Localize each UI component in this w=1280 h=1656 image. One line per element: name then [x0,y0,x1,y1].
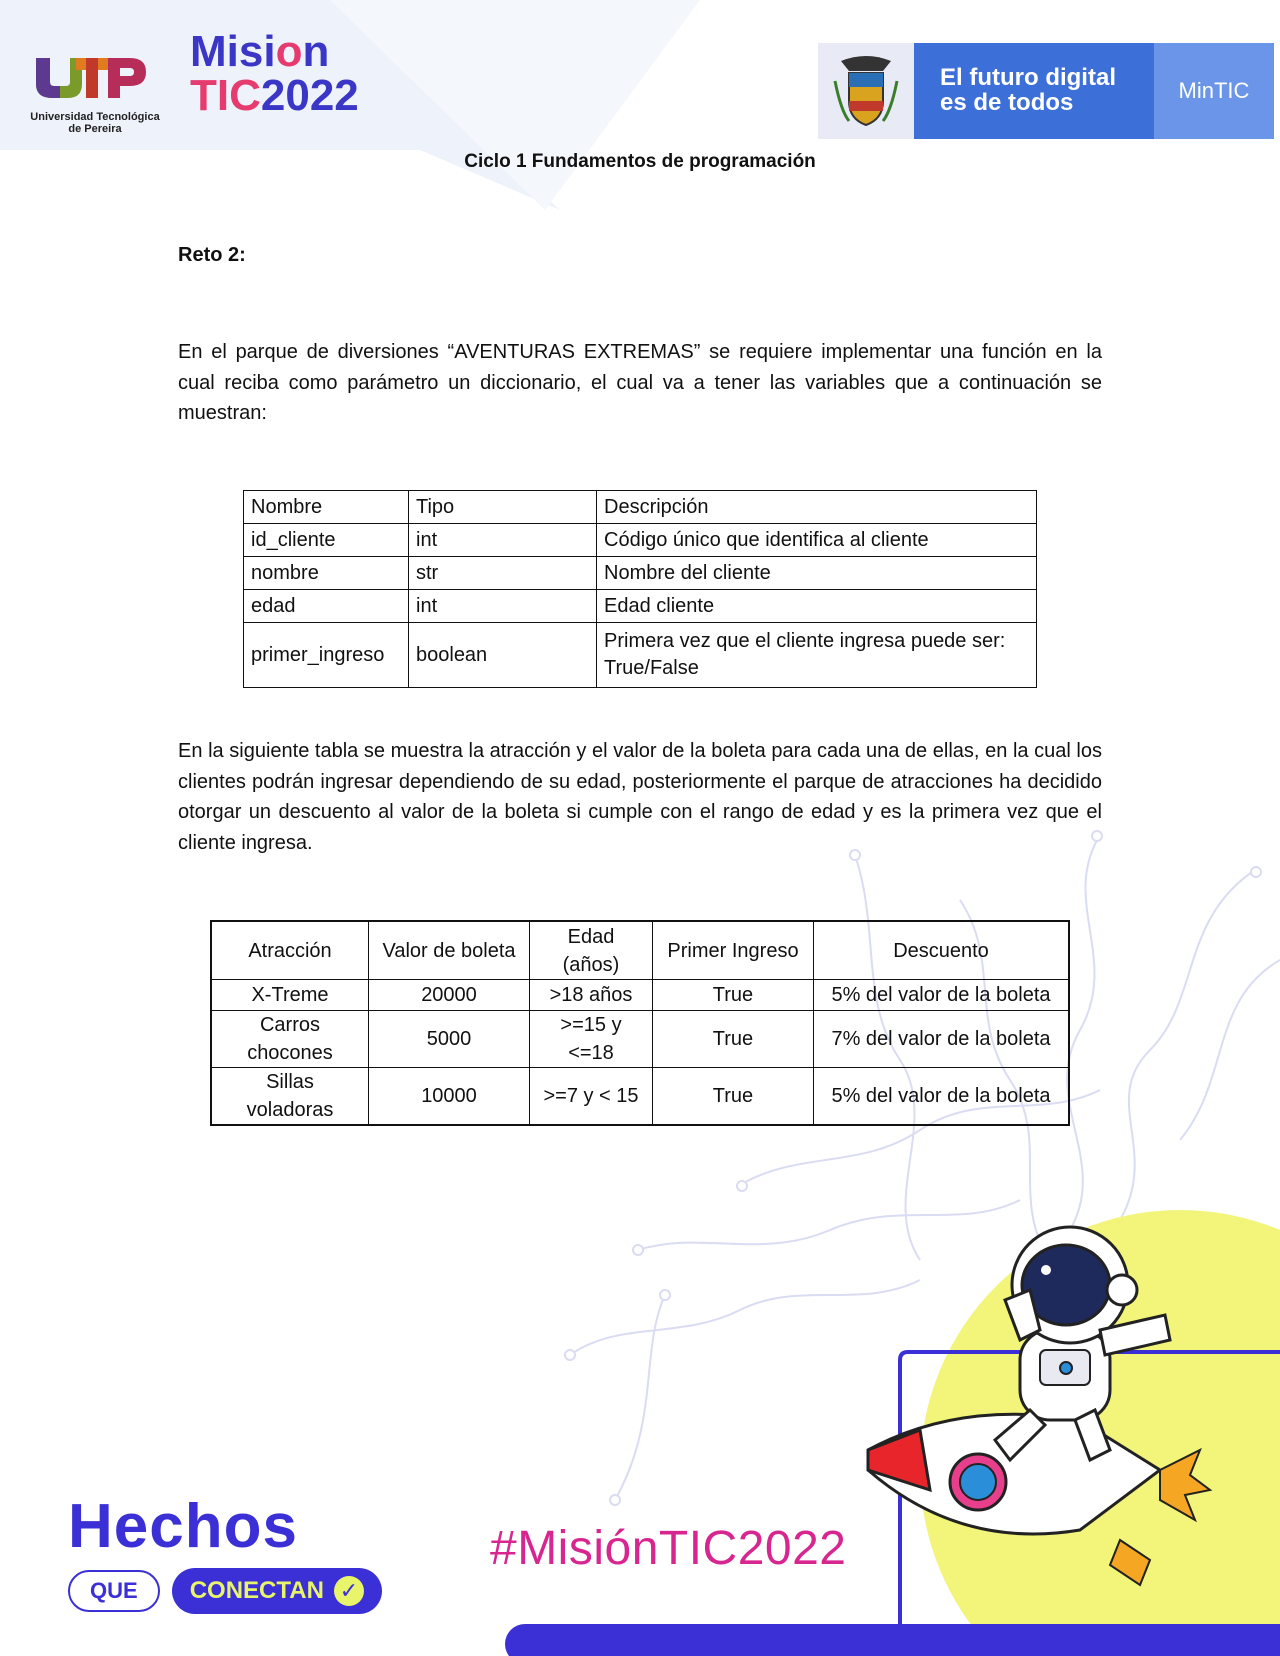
cell-first-entry: True [653,1068,814,1125]
cell-price: 10000 [369,1068,530,1125]
mision-n: n [302,27,330,76]
cell-age-line2: <=18 [568,1042,614,1064]
conectan-text: CONECTAN [189,1577,324,1604]
header-edad-line2: (años) [562,953,620,976]
cell-attraction-line2: voladoras [246,1099,334,1121]
cell-age: >18 años [530,980,653,1011]
table-row [212,1011,1069,1068]
colombia-coat-of-arms-icon [818,43,914,139]
utp-logo-mark [30,52,150,104]
table-row [244,623,1037,688]
cell-description: Edad cliente [597,590,1037,623]
cell-description: Código único que identifica al cliente [597,524,1037,557]
header-edad-line1: Edad [567,925,615,948]
table-row [244,590,1037,623]
cell-type: int [409,524,597,557]
utp-caption-line2: de Pereira [68,123,122,135]
cell-attraction-line1: Carros [259,1014,320,1036]
cell-age-line1: >=15 y [560,1014,622,1036]
cell-price: 5000 [369,1011,530,1068]
cell-age: >=7 y < 15 [530,1068,653,1125]
mision-word: Misi [190,27,276,76]
header-descripcion: Descripción [597,491,1037,524]
que-pill: QUE [68,1570,160,1612]
attractions-table [211,921,1069,1125]
cell-description-line2: True/False [604,657,699,679]
hechos-que-conectan-logo [68,1492,382,1614]
variables-table [243,490,1037,688]
cell-description: Nombre del cliente [597,557,1037,590]
table-header-row [244,491,1037,524]
table-row [244,557,1037,590]
cell-description [597,623,1037,688]
mision-tic: TIC [190,71,261,120]
utp-logo [30,52,160,135]
check-icon: ✓ [334,1576,364,1606]
conectan-pill [172,1568,382,1614]
cell-description-line1: Primera vez que el cliente ingresa puede ser: [604,630,1006,652]
cell-attraction: X-Treme [212,980,369,1011]
header-primer-ingreso: Primer Ingreso [653,922,814,980]
course-title: Ciclo 1 Fundamentos de programación [464,151,816,172]
gov-slogan-line1: El futuro digital [940,64,1116,91]
header-edad [530,922,653,980]
table-row [212,980,1069,1011]
cell-type: boolean [409,623,597,688]
intro-paragraph: En el parque de diversiones “AVENTURAS EXTREMAS” se requiere implementar una función en la cual reciba como parámetro un diccionario, el cual va a tener las variables que a continuación se muestran: [178,341,1102,424]
cell-attraction-line2: chocones [247,1042,333,1064]
cell-name: nombre [244,557,409,590]
cell-attraction [212,1068,369,1125]
gov-slogan-line2: es de todos [940,89,1074,116]
cell-price: 20000 [369,980,530,1011]
cell-discount: 7% del valor de la boleta [814,1011,1069,1068]
attractions-paragraph: En la siguiente tabla se muestra la atracción y el valor de la boleta para cada una de ellas, en la cual los clientes podrán ingresar dependiendo de su edad, posteriormente el parque de atracciones ha decidido otorgar un descuento al valor de la boleta si cumple con el rango de edad y es la primera vez que el cliente ingresa. [178,740,1102,854]
cell-age [530,1011,653,1068]
government-banner [818,43,1274,139]
table-header-row [212,922,1069,980]
cell-discount: 5% del valor de la boleta [814,1068,1069,1125]
cell-type: int [409,590,597,623]
cell-attraction-line1: Sillas [266,1071,314,1093]
mision-year: 2022 [260,71,359,120]
header-tipo: Tipo [409,491,597,524]
header-nombre: Nombre [244,491,409,524]
mision-o: o [275,27,303,76]
table-row [244,524,1037,557]
cell-attraction [212,1011,369,1068]
challenge-title: Reto 2: [178,244,246,266]
mision-tic-logo [190,27,359,120]
hashtag: #MisiónTIC2022 [490,1522,847,1575]
cell-first-entry: True [653,980,814,1011]
table-row [212,1068,1069,1125]
cell-name: edad [244,590,409,623]
cell-name: id_cliente [244,524,409,557]
footer-blue-bar [505,1624,1280,1656]
hechos-text: Hechos [68,1492,298,1561]
cell-discount: 5% del valor de la boleta [814,980,1069,1011]
utp-caption-line1: Universidad Tecnológica [30,111,160,123]
header-descuento: Descuento [814,922,1069,980]
header-atraccion: Atracción [212,922,369,980]
cell-first-entry: True [653,1011,814,1068]
header-valor-boleta: Valor de boleta [369,922,530,980]
cell-type: str [409,557,597,590]
cell-name: primer_ingreso [244,623,409,688]
mintic-label: MinTIC [1154,43,1274,139]
